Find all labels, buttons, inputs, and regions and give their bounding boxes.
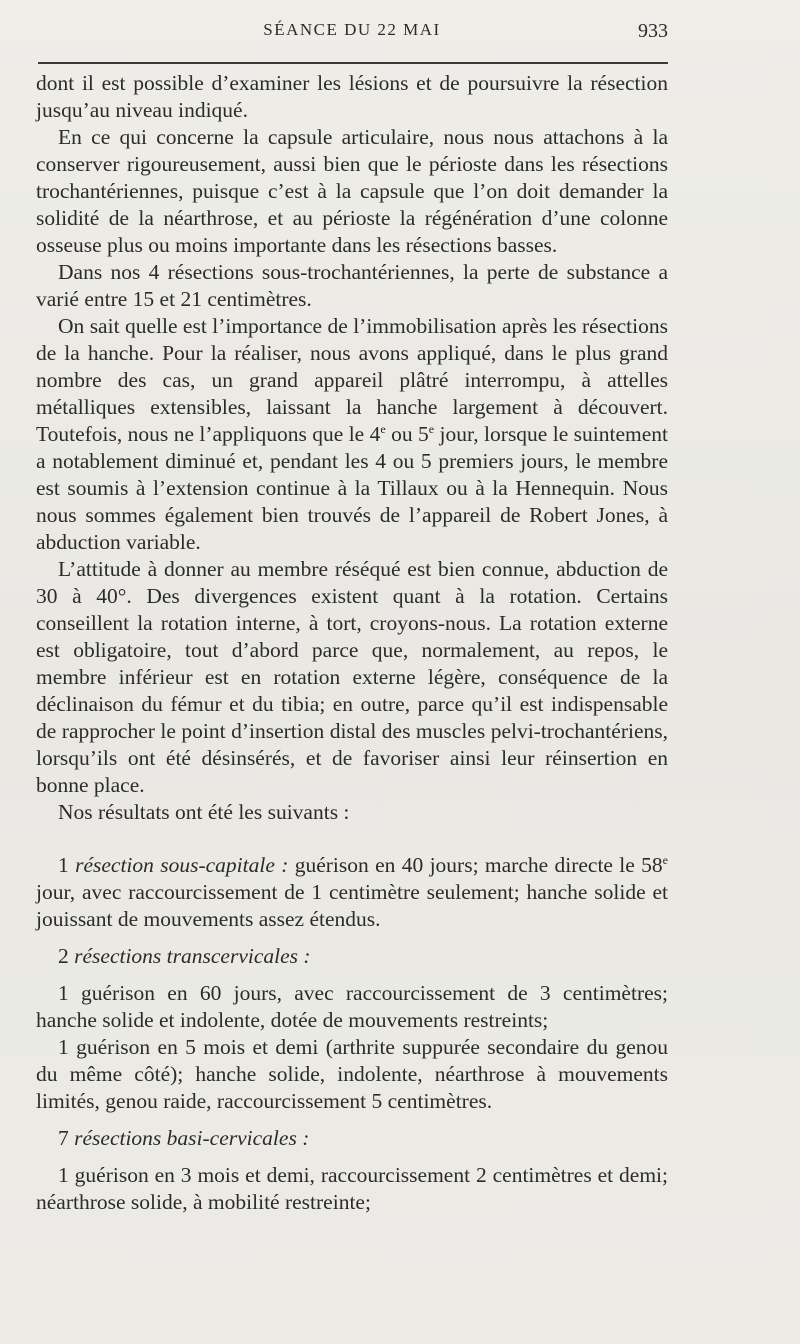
result-text-2: jour, avec raccourcissement de 1 centimètre seulement; hanche solide et jouissant de mouvements assez étendus. xyxy=(36,880,668,931)
subheading-transcervicales xyxy=(36,943,668,970)
paragraph-1: dont il est possible d’examiner les lésions et de poursuivre la résection jusqu’au niveau indiqué. xyxy=(36,71,668,122)
header-rule xyxy=(38,62,668,64)
subheading-title: résections transcervicales : xyxy=(74,944,311,968)
superscript: e xyxy=(662,852,668,867)
paragraph-5: L’attitude à donner au membre réséqué est bien connue, abduction de 30 à 40°. Des divergences existent quant à la rotation. Certains conseillent la rotation interne, à tort, croyons-nous. La rotation externe est obligatoire, tout d’abord parce que, normalement, au repos, le membre inférieur est en rotation externe légère, conséquence de la déclinaison du fémur et du tibia; en outre, parce qu’il est indispensable de rapprocher le point d’insertion distal des muscles pelvi-trochantériens, lorsqu’ils ont été désinsérés, et de favoriser ainsi leur réinsertion en bonne place. xyxy=(36,557,668,797)
paragraph-2: En ce qui concerne la capsule articulaire, nous nous attachons à la conserver rigoureusement, aussi bien que le périoste dans les résections trochantériennes, puisque c’est à la capsule que l’on doit demander la solidité de la néarthrose, et au périoste la régénération d’une colonne osseuse plus ou moins importante dans les résections basses. xyxy=(36,125,668,257)
running-head: SÉANCE DU 22 MAI xyxy=(263,20,441,39)
spacer xyxy=(36,970,668,980)
result-sous-capitale xyxy=(36,852,668,933)
superscript: e xyxy=(380,421,386,436)
subheading-count: 2 xyxy=(58,944,69,968)
paragraph-6: Nos résultats ont été les suivants : xyxy=(58,800,350,824)
subheading-count: 7 xyxy=(58,1126,69,1150)
paragraph-4-part-2: ou 5 xyxy=(385,422,429,446)
paragraph-3: Dans nos 4 résections sous-trochantériennes, la perte de substance a varié entre 15 et 21 centimètres. xyxy=(36,260,668,311)
result-title: résection sous-capitale : xyxy=(75,853,289,877)
result-text-1: guérison en 40 jours; marche directe le 58 xyxy=(288,853,663,877)
spacer xyxy=(36,826,668,852)
result-transcervicale-2: 1 guérison en 5 mois et demi (arthrite suppurée secondaire du genou du même côté); hanche solide, indolente, néarthrose à mouvements limités, genou raide, raccourcissement 5 centimètres. xyxy=(36,1035,668,1113)
result-transcervicale-1: 1 guérison en 60 jours, avec raccourcissement de 3 centimètres; hanche solide et indolente, dotée de mouvements restreints; xyxy=(36,981,668,1032)
page-number: 933 xyxy=(638,20,668,42)
subheading-title: résections basi-cervicales : xyxy=(74,1126,310,1150)
body-text xyxy=(36,70,668,1216)
paragraph-4-part-3: jour, lorsque le suintement a notablement diminué et, pendant les 4 ou 5 premiers jours, le membre est soumis à l’extension continue à la Tillaux ou à la Hennequin. Nous nous sommes également bien trouvés de l’appareil de Robert Jones, à abduction variable. xyxy=(36,422,669,554)
spacer xyxy=(36,933,668,943)
page-header xyxy=(36,18,668,48)
result-count: 1 xyxy=(58,853,69,877)
paragraph-4-part-1: On sait quelle est l’importance de l’immobilisation après les résections de la hanche. Pour la réaliser, nous avons appliqué, dans le plus grand nombre des cas, un grand appareil plâtré interrompu, à attelles métalliques extensibles, laissant la hanche largement à découvert. Toutefois, nous ne l’appliquons que le 4 xyxy=(36,314,668,446)
superscript: e xyxy=(428,421,435,436)
subheading-basi-cervicales xyxy=(36,1125,668,1152)
paragraph-4 xyxy=(36,313,668,556)
spacer xyxy=(36,1115,668,1125)
spacer xyxy=(36,1152,668,1162)
result-basi-cervicale-1: 1 guérison en 3 mois et demi, raccourcissement 2 centimètres et demi; néarthrose solide, à mobilité restreinte; xyxy=(36,1163,668,1214)
